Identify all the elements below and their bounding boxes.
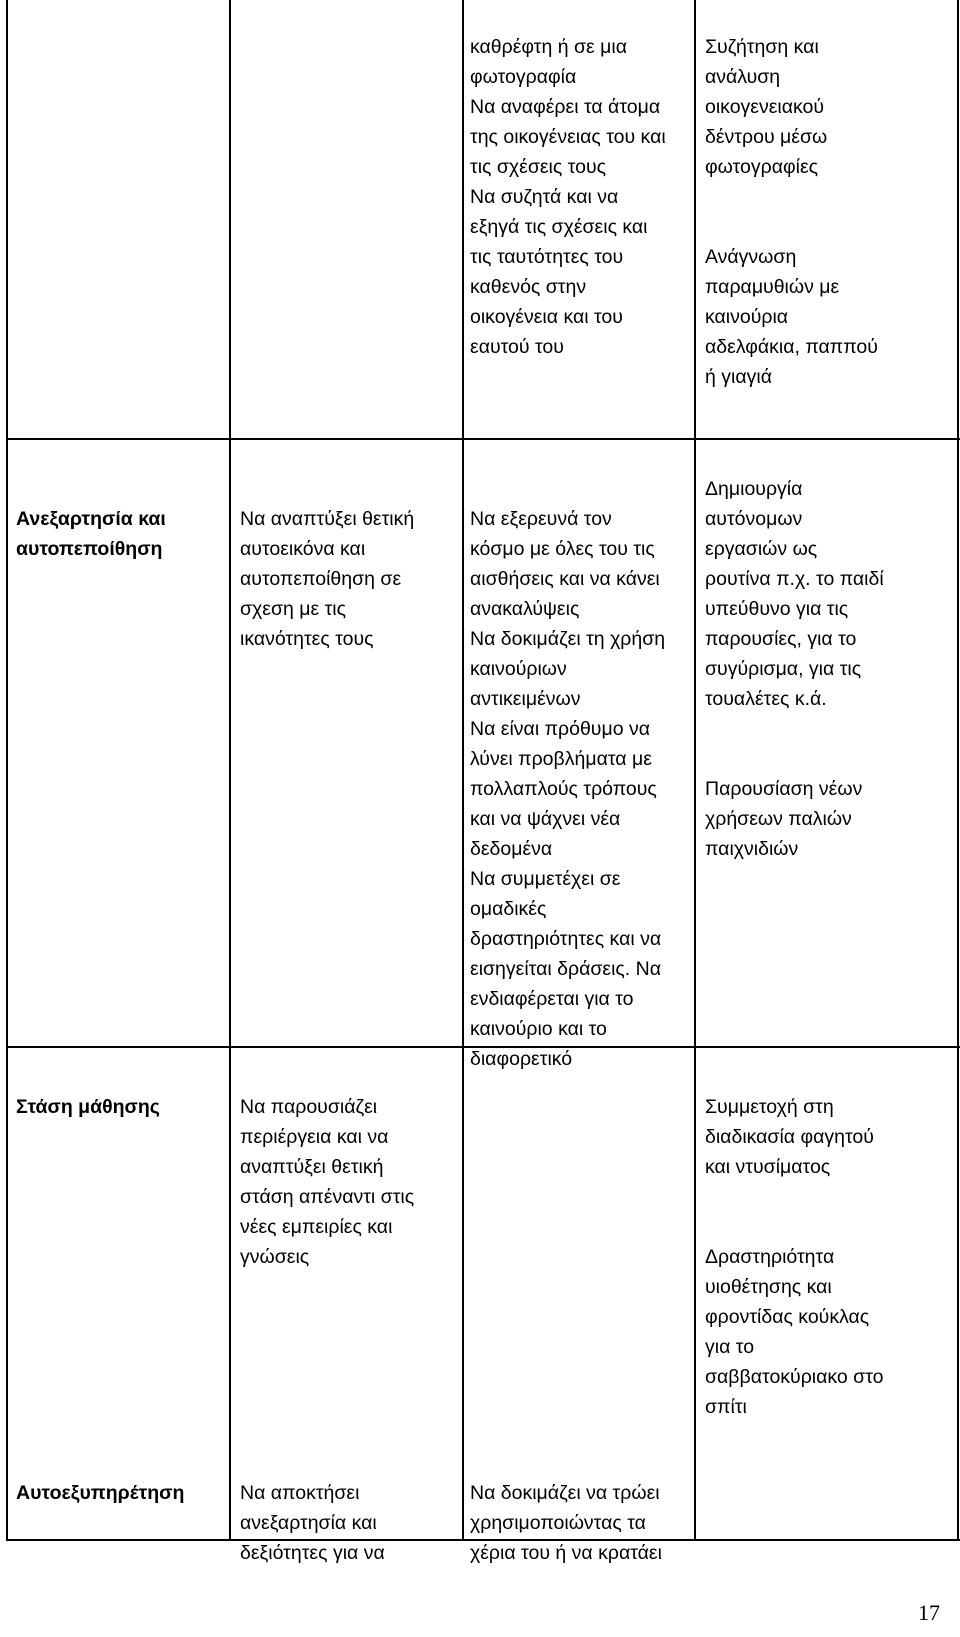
cell-text: Στάση μάθησης (16, 1096, 160, 1118)
cell-text: Δημιουργία αυτόνομων εργασιών ως ρουτίνα π.χ. το παιδί υπεύθυνο για τις παρουσίες, για το συγύρισμα, για τις τουαλέτες κ.ά. (705, 478, 884, 710)
table-cell-goal (240, 1448, 460, 1568)
cell-text: καθρέφτη ή σε μια φωτογραφία Να αναφέρει τα άτομα της οικογένειας του και τις σχέσεις τους Να συζητά και να εξηγά τις σχέσεις και τις ταυτότητες του καθενός στην οικογένεια και του εαυτού του (470, 36, 666, 358)
table-cell-goal (240, 474, 460, 654)
table-cell-activities (705, 2, 955, 392)
table-cell-goal (240, 1062, 460, 1272)
table-cell-activities (705, 1062, 955, 1422)
table-cell-objectives (470, 1448, 692, 1568)
page-number: 17 (918, 1600, 940, 1625)
cell-text: Δραστηριότητα υιοθέτησης και φροντίδας κούκλας για το σαββατοκύριακο στο σπίτι (705, 1246, 884, 1418)
table-cell-objectives (470, 474, 692, 1074)
row-divider-1 (6, 438, 960, 440)
column-divider-1 (229, 0, 231, 1541)
cell-text: Συμμετοχή στη διαδικασία φαγητού και ντυσίματος (705, 1096, 874, 1178)
cell-text: Να δοκιμάζει να τρώει χρησιμοποιώντας τα χέρια του ή να κρατάει (470, 1482, 662, 1564)
cell-text: Συζήτηση και ανάλυση οικογενειακού δέντρου μέσω φωτογραφίες (705, 36, 828, 178)
cell-text: Ανεξαρτησία και αυτοπεποίθηση (16, 508, 166, 560)
cell-text: Ανάγνωση παραμυθιών με καινούρια αδελφάκια, παππού ή γιαγιά (705, 246, 878, 388)
table-border-right (957, 0, 959, 1541)
column-divider-3 (694, 0, 696, 1541)
cell-text: Να παρουσιάζει περιέργεια και να αναπτύξει θετική στάση απέναντι στις νέες εμπειρίες και γνώσεις (240, 1096, 415, 1268)
column-divider-2 (462, 0, 464, 1541)
table-cell-activities (705, 444, 955, 864)
table-cell-area (16, 1448, 226, 1508)
cell-text: Παρουσίαση νέων χρήσεων παλιών παιχνιδιών (705, 778, 863, 860)
table-cell-area (16, 474, 226, 564)
cell-text: Να αναπτύξει θετική αυτοεικόνα και αυτοπεποίθηση σε σχεση με τις ικανότητες τους (240, 508, 415, 650)
cell-text: Να αποκτήσει ανεξαρτησία και δεξιότητες για να (240, 1482, 385, 1564)
table-border-left (6, 0, 8, 1541)
table-cell-area (16, 1062, 226, 1122)
cell-text: Να εξερευνά τον κόσμο με όλες του τις αισθήσεις και να κάνει ανακαλύψεις Να δοκιμάζει τη χρήση καινούριων αντικειμένων Να είναι πρόθυμο να λύνει προβλήματα με πολλαπλούς τρόπους και να ψάχνει νέα δεδομένα Να συμμετέχει σε ομαδικές δραστηριότητες και να εισηγείται δράσεις. Να ενδιαφέρεται για το καινούριο και το διαφορετικό (470, 508, 666, 1070)
cell-text: Αυτοεξυπηρέτηση (16, 1482, 185, 1504)
table-cell-objectives (470, 2, 692, 362)
